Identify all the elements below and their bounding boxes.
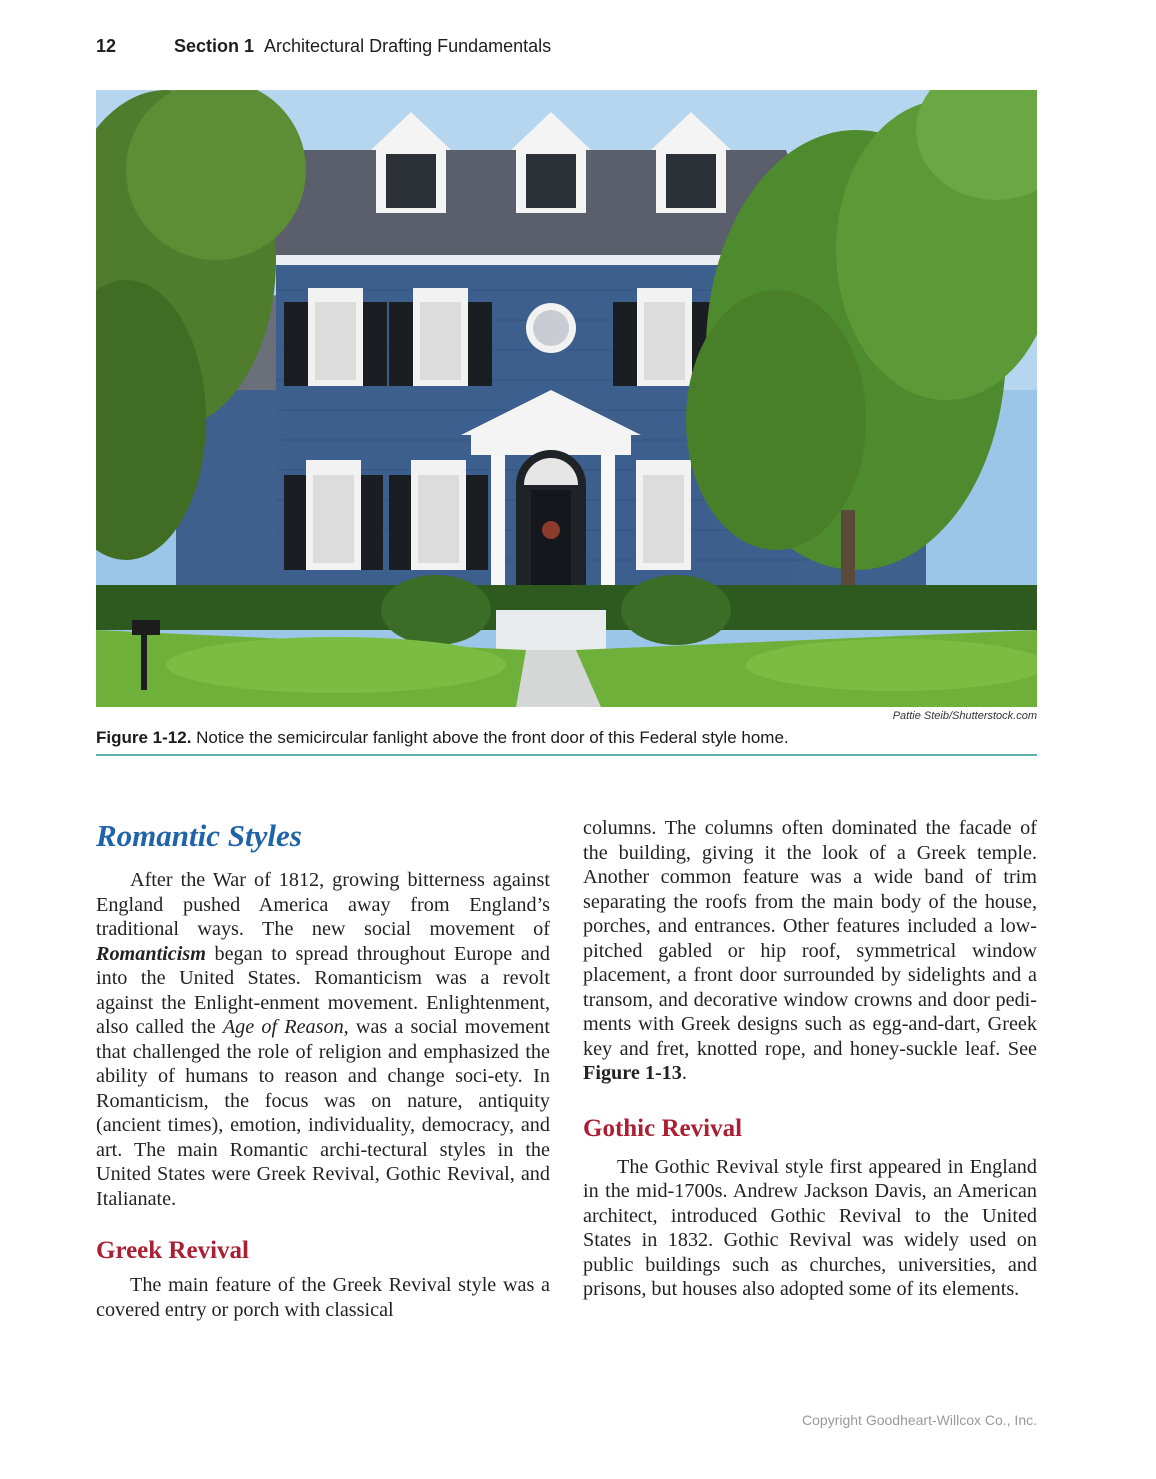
photo-credit: Pattie Steib/Shutterstock.com — [892, 710, 1037, 722]
term-age-of-reason: Age of Reason — [222, 1016, 344, 1038]
paragraph-text: columns. The columns often dominated the facade of the building, giving it the look of a Greek temple. Another common feature was a wide band of trim separating the roofs from the main body of the house, porches, and entrances. Other features included a low-pitched gabled or hip roof, symmetrical window placement, a front door surrounded by sidelights and a transom, and decorative window crowns and door pedi-ments with Greek designs such as egg-and-dart, Greek key and fret, knotted rope, and honey-suckle leaf. See — [583, 817, 1037, 1060]
heading-gothic-revival: Gothic Revival — [583, 1114, 743, 1142]
paragraph-greek-revival-continued — [583, 816, 1037, 1086]
figure-reference: Figure 1-13 — [583, 1062, 682, 1084]
paragraph-romantic-styles — [96, 868, 550, 1211]
right-column — [583, 816, 1037, 1302]
section-title: Architectural Drafting Fundamentals — [264, 36, 552, 56]
paragraph-text: . — [681, 1062, 687, 1084]
federal-style-house-photo — [96, 90, 1037, 707]
heading-greek-revival: Greek Revival — [96, 1237, 249, 1264]
paragraph-greek-revival: The main feature of the Greek Revival style was a covered entry or porch with classical — [96, 1274, 550, 1321]
copyright-footer: Copyright Goodheart-Willcox Co., Inc. — [802, 1412, 1037, 1428]
left-column — [96, 816, 550, 1322]
paragraph-gothic-revival: The Gothic Revival style first appeared in England in the mid-1700s. Andrew Jackson Davis, an American architect, introduced Gothic Revival to the United States in 1832. Gothic Revival was widely used on public buildings such as churches, universities, and prisons, but houses also adopted some of its elements. — [583, 1155, 1037, 1300]
page-number: 12 — [96, 36, 117, 56]
heading-romantic-styles: Romantic Styles — [96, 818, 302, 853]
figure-caption-text: Notice the semicircular fanlight above the front door of this Federal style home. — [196, 728, 789, 747]
running-head — [96, 36, 551, 62]
figure-caption — [96, 728, 1037, 748]
paragraph-text: , was a social movement that challenged the role of religion and emphasized the ability of humans to reason and change soci-ety. In Romanticism, the focus was on nature, antiquity (ancient times), emotion, individuality, democracy, and art. The main Romantic archi-tectural styles in the United States were Greek Revival, Gothic Revival, and Italianate. — [96, 1016, 550, 1210]
figure-label: Figure 1-12. — [96, 728, 192, 747]
section-label: Section 1 — [174, 36, 255, 56]
caption-divider — [96, 754, 1037, 756]
term-romanticism: Romanticism — [96, 942, 206, 965]
paragraph-text: After the War of 1812, growing bitterness against England pushed America away from England’s traditional ways. The new social movement of — [96, 869, 550, 940]
paragraph-text: began to spread throughout Europe and into the United States. Romanticism was a revolt against the Enlight-enment movement. Enlightenment, also called the — [96, 942, 550, 1038]
